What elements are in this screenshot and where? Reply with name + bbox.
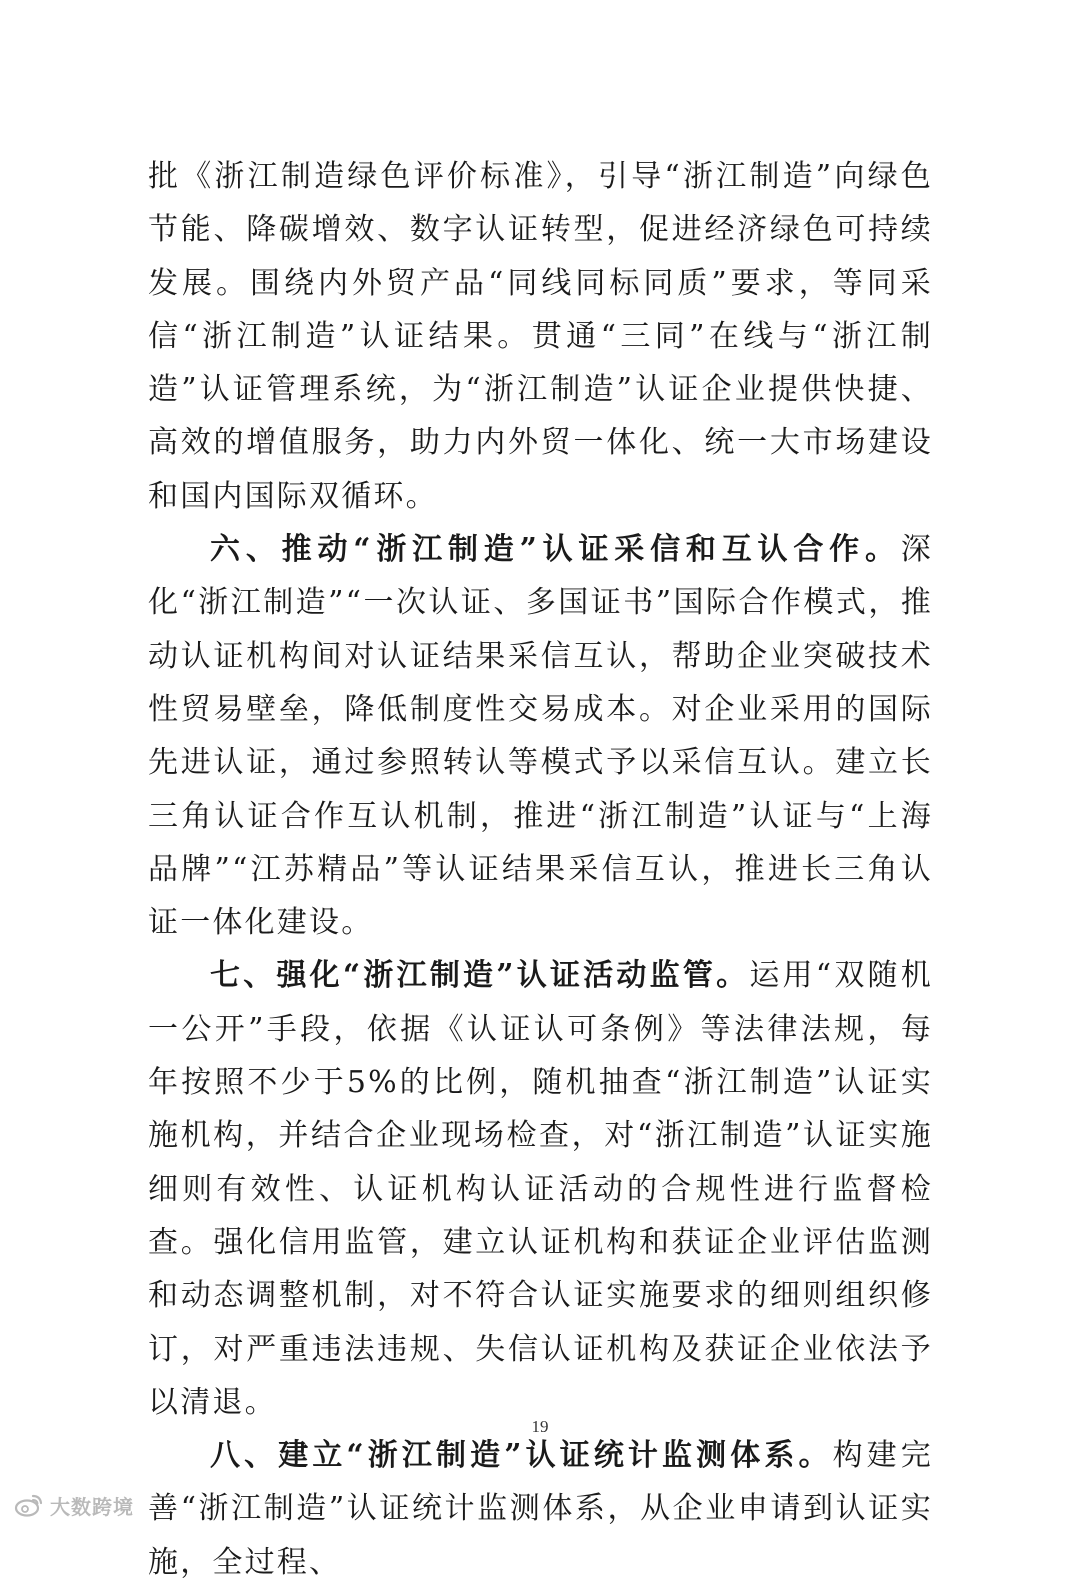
page-number: 19 xyxy=(531,1417,549,1436)
watermark xyxy=(14,1490,134,1520)
section-heading: 七、强化“浙江制造”认证活动监管。 xyxy=(210,958,750,994)
section-heading: 六、推动“浙江制造”认证采信和互认合作。 xyxy=(210,532,901,568)
weibo-logo-icon xyxy=(14,1492,44,1518)
paragraph-body: 批《浙江制造绿色评价标准》，引导“浙江制造”向绿色节能、降碳增效、数字认证转型，促进经济绿色可持续发展。围绕内外贸产品“同线同标同质”要求，等同采信“浙江制造”认证结果。贯通“三同”在线与“浙江制造”认证管理系统，为“浙江制造”认证企业提供快捷、高效的增值服务，助力内外贸一体化、统一大市场建设和国内国际双循环。 xyxy=(148,159,933,514)
section-six xyxy=(148,523,933,949)
section-eight xyxy=(148,1429,933,1589)
section-heading: 八、建立“浙江制造”认证统计监测体系。 xyxy=(210,1438,833,1474)
paragraph-continuation xyxy=(148,150,933,523)
section-seven xyxy=(148,949,933,1429)
watermark-text: 大数跨境 xyxy=(50,1494,134,1519)
paragraph-body: 构建完善“浙江制造”认证统计监测体系，从企业申请到认证实施，全过程、 xyxy=(148,1438,933,1580)
body-text xyxy=(148,150,933,1589)
paragraph-body: 运用“双随机一公开”手段，依据《认证认可条例》等法律法规，每年按照不少于5%的比例，随机抽查“浙江制造”认证实施机构，并结合企业现场检查，对“浙江制造”认证实施细则有效性、认证机构认证活动的合规性进行监督检查。强化信用监管，建立认证机构和获证企业评估监测和动态调整机制，对不符合认证实施要求的细则组织修订，对严重违法违规、失信认证机构及获证企业依法予以清退。 xyxy=(148,958,933,1420)
paragraph-body: 深化“浙江制造”“一次认证、多国证书”国际合作模式，推动认证机构间对认证结果采信互认，帮助企业突破技术性贸易壁垒，降低制度性交易成本。对企业采用的国际先进认证，通过参照转认等模式予以采信互认。建立长三角认证合作互认机制，推进“浙江制造”认证与“上海品牌”“江苏精品”等认证结果采信互认，推进长三角认证一体化建设。 xyxy=(148,532,934,941)
